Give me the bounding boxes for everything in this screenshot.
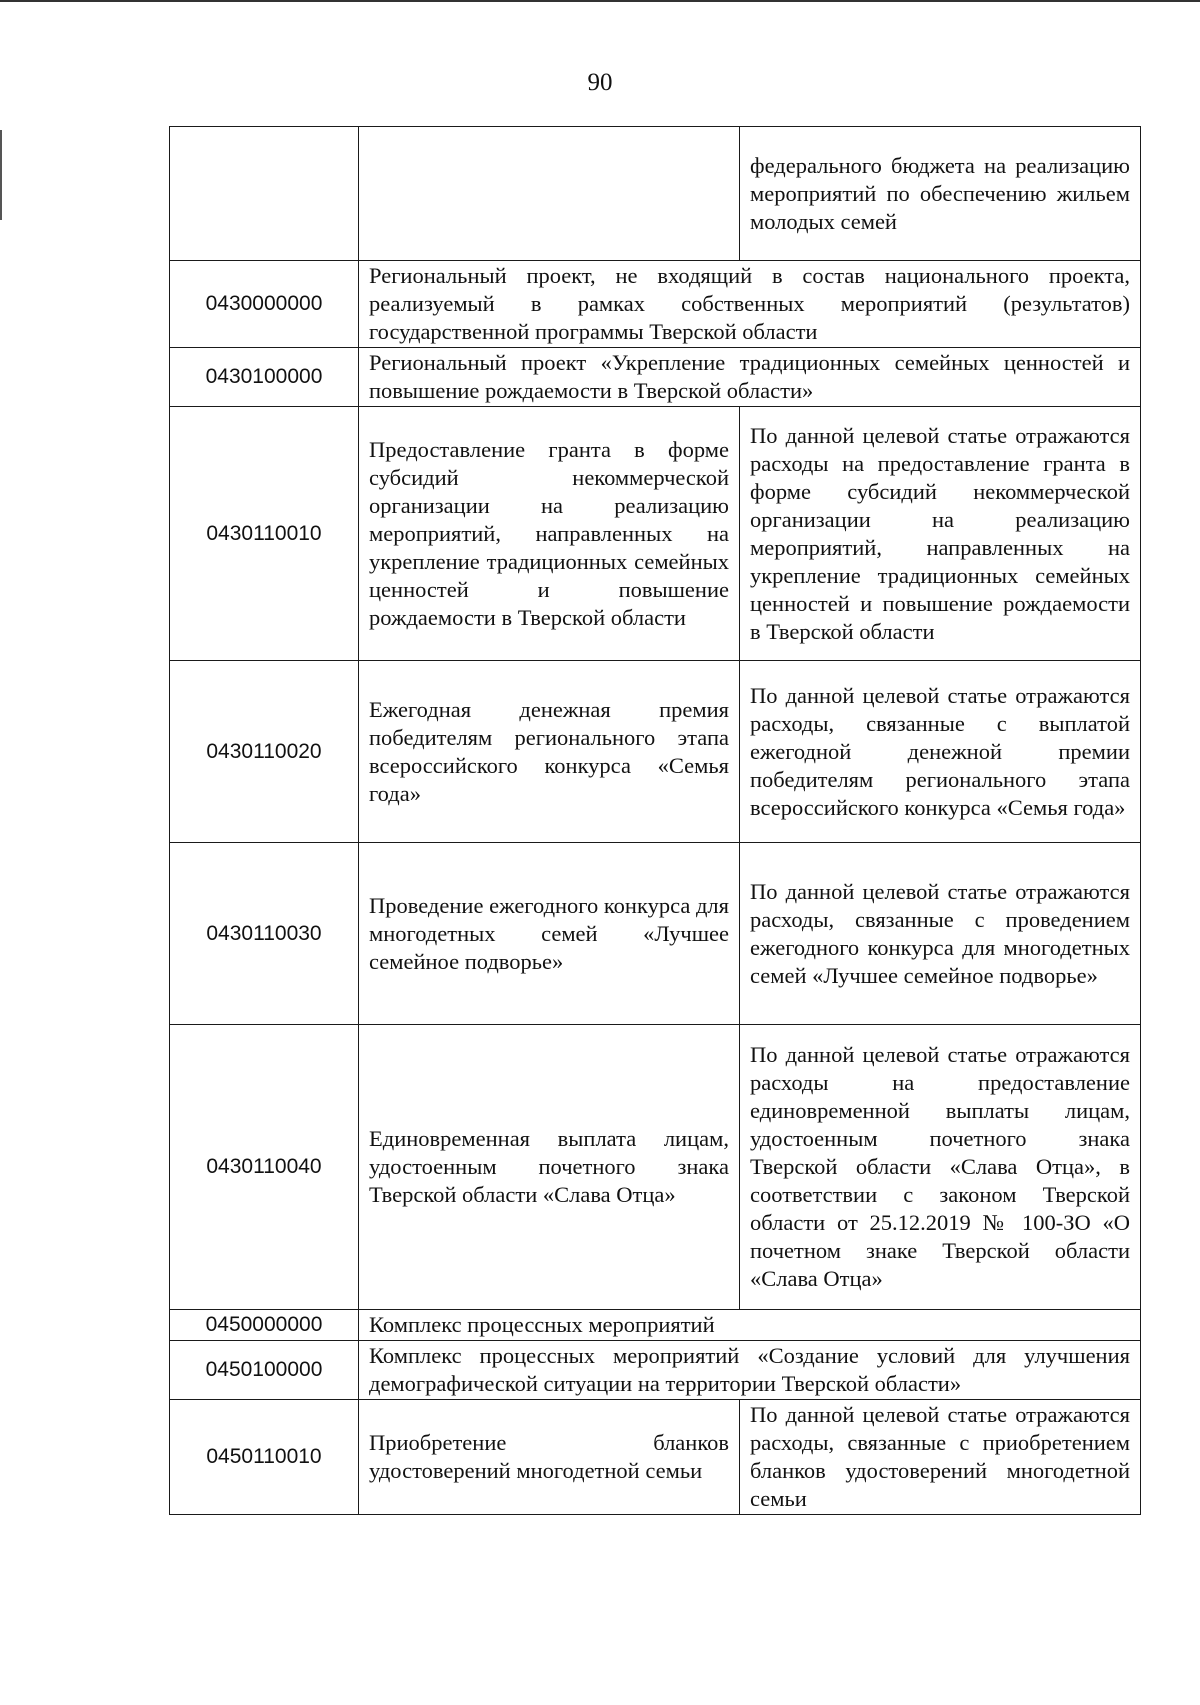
table-row — [170, 407, 1141, 661]
scan-top-border — [0, 0, 1200, 2]
table-row — [170, 843, 1141, 1025]
table-row — [170, 1341, 1141, 1400]
row-code: 0450000000 — [170, 1310, 359, 1341]
row-description: По данной целевой статье отражаются расходы, связанные с выплатой ежегодной денежной премии победителям регионального этапа всероссийского конкурса «Семья года» — [740, 661, 1141, 843]
row-text: Комплекс процессных мероприятий — [359, 1310, 1141, 1341]
scan-left-edge-mark — [0, 130, 2, 220]
row-text: Региональный проект «Укрепление традиционных семейных ценностей и повышение рождаемости в Тверской области» — [359, 348, 1141, 407]
row-code: 0450100000 — [170, 1341, 359, 1400]
row-description: По данной целевой статье отражаются расходы, связанные с приобретением бланков удостоверений многодетной семьи — [740, 1400, 1141, 1515]
row-text: Комплекс процессных мероприятий «Создание условий для улучшения демографической ситуации на территории Тверской области» — [359, 1341, 1141, 1400]
row-code: 0430110020 — [170, 661, 359, 843]
row-code: 0430110040 — [170, 1025, 359, 1310]
row-text: Региональный проект, не входящий в состав национального проекта, реализуемый в рамках собственных мероприятий (результатов) государственной программы Тверской области — [359, 261, 1141, 348]
row-name: Ежегодная денежная премия победителям регионального этапа всероссийского конкурса «Семья года» — [359, 661, 740, 843]
table-row — [170, 661, 1141, 843]
row-name — [359, 127, 740, 261]
row-description: По данной целевой статье отражаются расходы на предоставление единовременной выплаты лицам, удостоенным почетного знака Тверской области «Слава Отца», в соответствии с законом Тверской области от 25.12.2019 № 100-ЗО «О почетном знаке Тверской области «Слава Отца» — [740, 1025, 1141, 1310]
row-code: 0430100000 — [170, 348, 359, 407]
row-name: Приобретение бланков удостоверений многодетной семьи — [359, 1400, 740, 1515]
row-description: федерального бюджета на реализацию мероприятий по обеспечению жильем молодых семей — [740, 127, 1141, 261]
row-code: 0430110030 — [170, 843, 359, 1025]
table-row — [170, 1310, 1141, 1341]
table-row — [170, 127, 1141, 261]
row-name: Единовременная выплата лицам, удостоенным почетного знака Тверской области «Слава Отца» — [359, 1025, 740, 1310]
row-description: По данной целевой статье отражаются расходы, связанные с проведением ежегодного конкурса для многодетных семей «Лучшее семейное подворье» — [740, 843, 1141, 1025]
table-row — [170, 1400, 1141, 1515]
table-row — [170, 261, 1141, 348]
row-code — [170, 127, 359, 261]
row-name: Проведение ежегодного конкурса для многодетных семей «Лучшее семейное подворье» — [359, 843, 740, 1025]
row-name: Предоставление гранта в форме субсидий некоммерческой организации на реализацию мероприятий, направленных на укрепление традиционных семейных ценностей и повышение рождаемости в Тверской области — [359, 407, 740, 661]
budget-classification-table — [169, 126, 1141, 1515]
row-code: 0430110010 — [170, 407, 359, 661]
row-code: 0450110010 — [170, 1400, 359, 1515]
page-number: 90 — [587, 69, 613, 96]
row-description: По данной целевой статье отражаются расходы на предоставление гранта в форме субсидий некоммерческой организации на реализацию мероприятий, направленных на укрепление традиционных семейных ценностей и повышение рождаемости в Тверской области — [740, 407, 1141, 661]
table-row — [170, 1025, 1141, 1310]
row-code: 0430000000 — [170, 261, 359, 348]
table-row — [170, 348, 1141, 407]
